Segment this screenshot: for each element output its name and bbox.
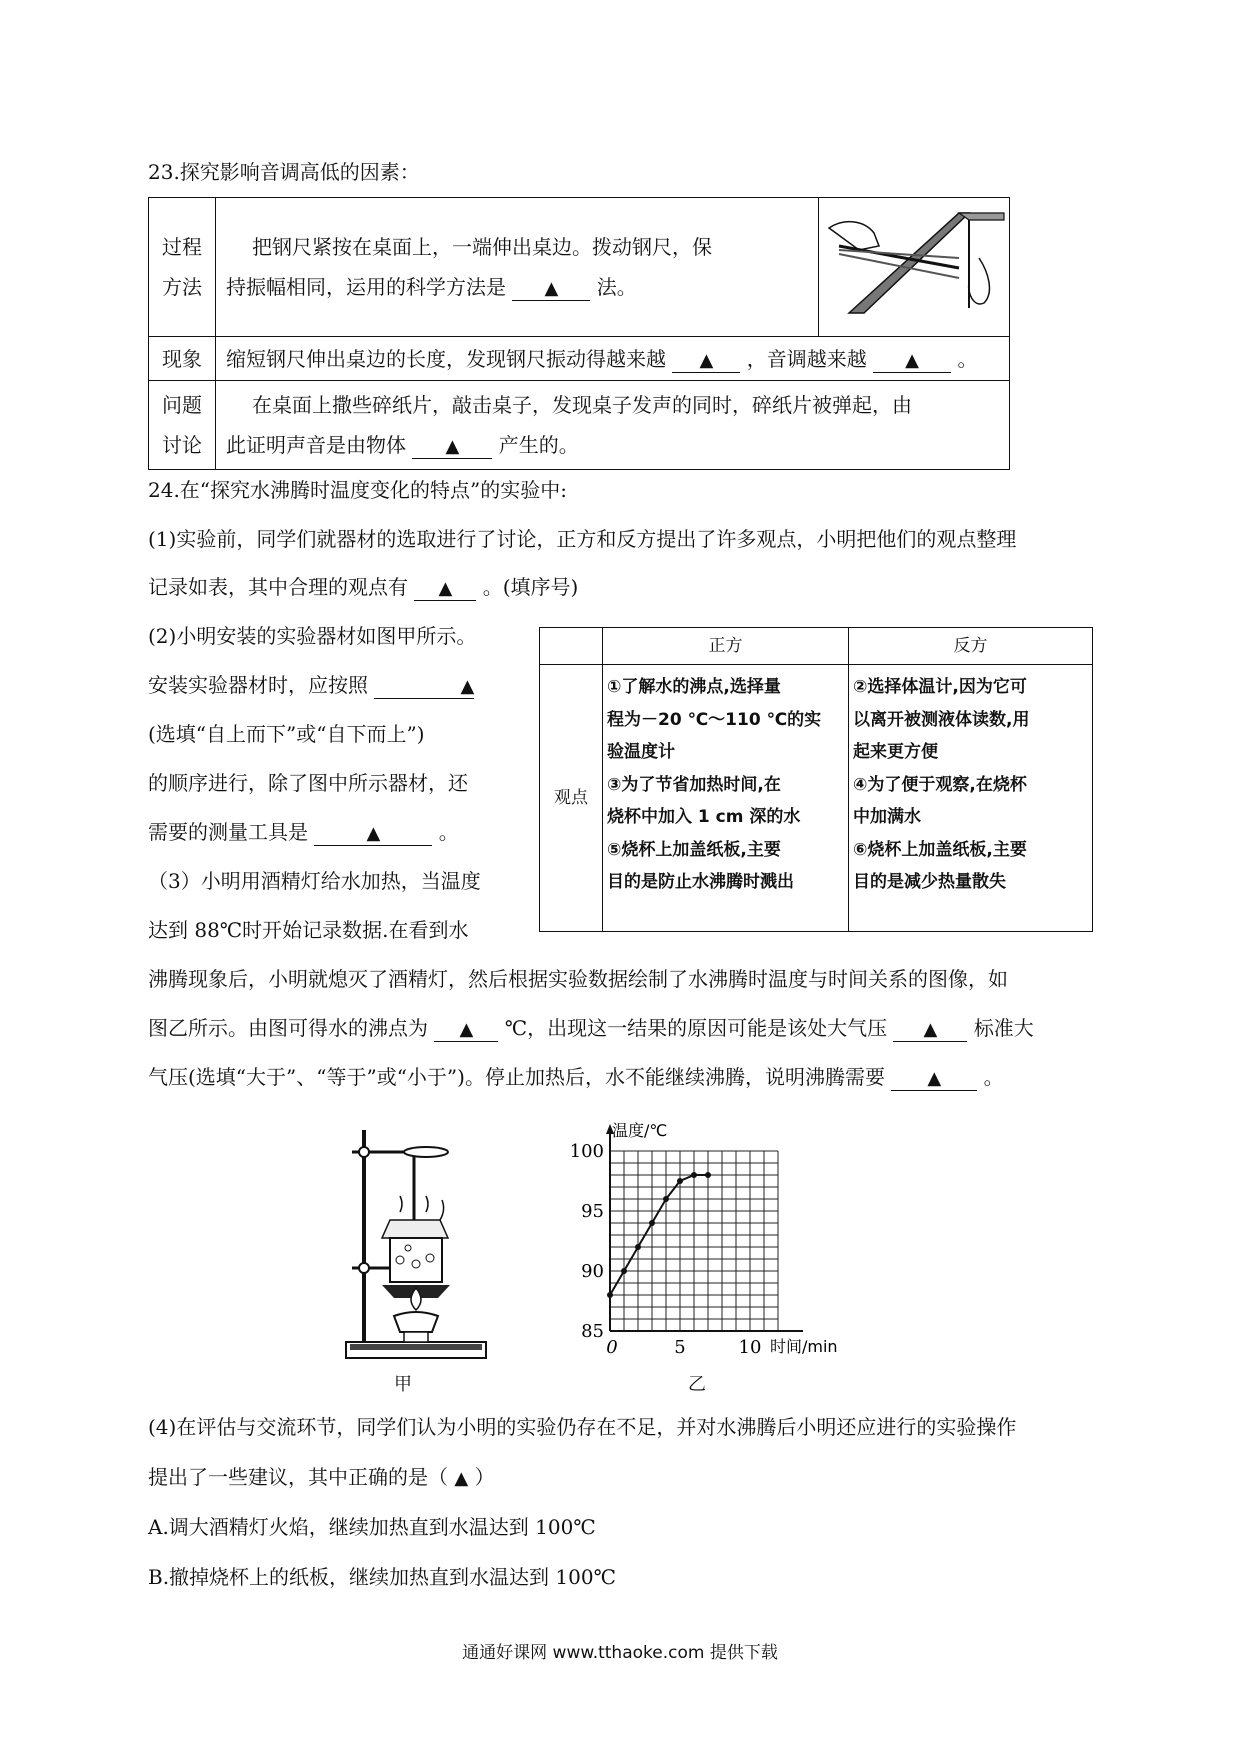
y-tick-label: 100: [569, 1141, 604, 1162]
ruler-on-desk-figure: [819, 198, 1009, 323]
data-point: [649, 1220, 655, 1226]
answer-blank[interactable]: ▲: [512, 276, 590, 301]
q24-p1-line1: (1)实验前，同学们就器材的选取进行了讨论，正方和反方提出了许多观点，小明把他们的观点整理: [148, 527, 1017, 551]
boiling-apparatus-figure: [330, 1120, 510, 1360]
q23-row1-text: 把钢尺紧按在桌面上，一端伸出桌边。拨动钢尺，保 持振幅相同，运用的科学方法是 ▲ 法。: [216, 198, 819, 337]
option-b: B.撤掉烧杯上的纸板，继续加热直到水温达到 100℃: [148, 1565, 616, 1589]
chart-xlabel: 时间/min: [770, 1337, 838, 1356]
q24-p4-line2: 提出了一些建议，其中正确的是（ ▲ ）: [148, 1465, 495, 1489]
q24-p1-line2: 记录如表，其中合理的观点有 ▲ 。(填序号): [148, 575, 579, 599]
answer-blank[interactable]: ▲: [434, 1017, 498, 1042]
data-point: [663, 1196, 669, 1202]
q23-row2-label: 现象: [149, 337, 216, 381]
answer-blank[interactable]: ▲: [672, 348, 740, 373]
fig-label-jia: 甲: [394, 1374, 412, 1395]
q23-row1-label: 过程 方法: [149, 198, 216, 337]
q24-p3-line3: 沸腾现象后，小明就熄灭了酒精灯，然后根据实验数据绘制了水沸腾时温度与时间关系的图像，如: [148, 967, 1008, 991]
x-tick-label: 10: [738, 1337, 762, 1358]
answer-blank[interactable]: ▲: [454, 1468, 469, 1489]
answer-blank[interactable]: ▲: [893, 1017, 967, 1042]
q23-table: [148, 197, 1010, 470]
option-a: A.调大酒精灯火焰，继续加热直到水温达到 100℃: [148, 1515, 596, 1539]
q24-p2-line2: 安装实验器材时，应按照 ▲: [148, 673, 475, 697]
y-tick-label: 90: [581, 1261, 604, 1282]
neg-cell: ②选择体温计,因为它可 以离开被测液体读数,用 起来更方便 ④为了便于观察,在烧杯 中加满水 ⑥烧杯上加盖纸板,主要 目的是减少热量散失: [849, 665, 1093, 932]
data-point: [691, 1172, 697, 1178]
x-tick-label: 5: [674, 1337, 686, 1358]
answer-blank[interactable]: ▲: [873, 348, 951, 373]
row-label: 观点: [540, 665, 603, 932]
data-point: [607, 1292, 613, 1298]
col-neg-header: 反方: [849, 628, 1093, 665]
pos-cell: ①了解水的沸点,选择量 程为－20 ℃～110 ℃的实 验温度计 ③为了节省加热时间,在 烧杯中加入 1 cm 深的水 ⑤烧杯上加盖纸板,主要 目的是防止水沸腾时溅出: [603, 665, 849, 932]
y-tick-label: 85: [581, 1321, 604, 1342]
y-tick-label: 95: [581, 1201, 604, 1222]
answer-blank[interactable]: ▲: [891, 1066, 977, 1091]
q24-p2-line3: (选填“自上而下”或“自下而上”): [148, 722, 425, 746]
q24-p3-line2: 达到 88℃时开始记录数据.在看到水: [148, 918, 469, 942]
q24-p2-line4: 的顺序进行，除了图中所示器材，还: [148, 771, 468, 795]
q23-row3-text: 在桌面上撒些碎纸片，敲击桌子，发现桌子发声的同时，碎纸片被弹起，由 此证明声音是由物体 ▲ 产生的。: [216, 381, 1010, 470]
q24-p4-line1: (4)在评估与交流环节，同学们认为小明的实验仍存在不足，并对水沸腾后小明还应进行的实验操作: [148, 1415, 1017, 1439]
q24-p3-line5: 气压(选填“大于”、“等于”或“小于”)。停止加热后，水不能继续沸腾，说明沸腾需要 ▲ 。: [148, 1065, 1004, 1089]
answer-blank[interactable]: ▲: [374, 674, 474, 699]
q23-row2-text: 缩短钢尺伸出桌边的长度，发现钢尺振动得越来越 ▲ ，音调越来越 ▲ 。: [216, 337, 1010, 381]
q24-p2-line5: 需要的测量工具是 ▲ 。: [148, 820, 459, 844]
fig-label-yi: 乙: [688, 1374, 706, 1395]
answer-blank[interactable]: ▲: [412, 434, 492, 459]
x-tick-label: 0: [606, 1337, 618, 1358]
answer-blank[interactable]: ▲: [314, 821, 432, 846]
data-point: [677, 1178, 683, 1184]
data-point: [621, 1268, 627, 1274]
col-pos-header: 正方: [603, 628, 849, 665]
q24-title: 24.在“探究水沸腾时温度变化的特点”的实验中:: [148, 478, 567, 502]
ruler-figure-cell: [819, 198, 1010, 337]
q24-p2-line1: (2)小明安装的实验器材如图甲所示。: [148, 624, 477, 648]
q23-title: 23.探究影响音调高低的因素：: [148, 160, 420, 184]
chart-ylabel: 温度/℃: [612, 1121, 668, 1140]
chart-axes: [606, 1124, 803, 1331]
data-point: [635, 1244, 641, 1250]
data-point: [705, 1172, 711, 1178]
q24-p3-line1: （3）小明用酒精灯给水加热，当温度: [148, 869, 481, 893]
viewpoint-table: [539, 627, 1093, 932]
answer-blank[interactable]: ▲: [414, 576, 476, 601]
q23-row3-label: 问题 讨论: [149, 381, 216, 470]
temperature-time-chart: [560, 1116, 860, 1366]
footer-text: 通通好课网 www.tthaoke.com 提供下载: [462, 1643, 778, 1663]
q24-p3-line4: 图乙所示。由图可得水的沸点为 ▲ ℃，出现这一结果的原因可能是该处大气压 ▲ 标准大: [148, 1016, 1034, 1040]
